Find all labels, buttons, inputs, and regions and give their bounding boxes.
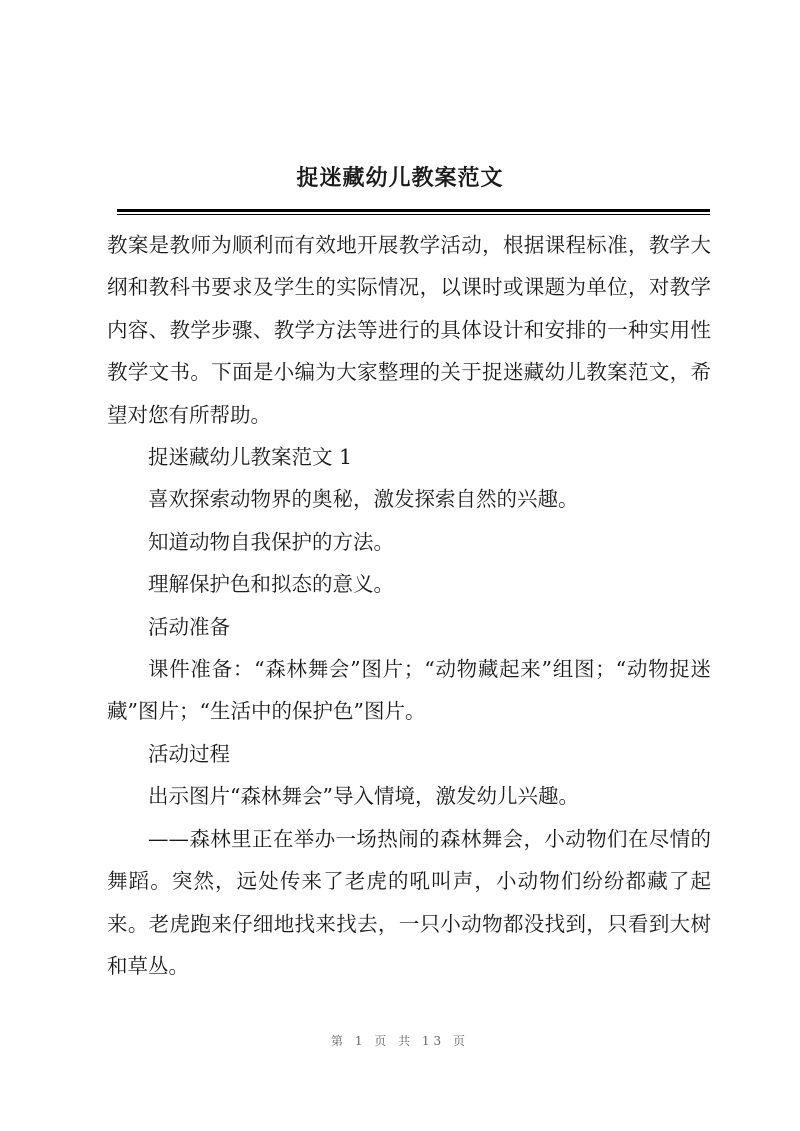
page-number-footer: 第 1 页 共 13 页	[331, 1034, 469, 1048]
goal-paragraph: 知道动物自我保护的方法。	[148, 529, 394, 554]
document-title: 捉迷藏幼儿教案范文	[296, 165, 504, 191]
preparation-paragraph: 课件准备：“森林舞会”图片；“动物藏起来”组图；“动物捉迷藏”图片；“生活中的保护色”图片。	[107, 657, 711, 724]
process-paragraph: 出示图片“森林舞会”导入情境，激发幼儿兴趣。	[148, 784, 579, 809]
title-rule-thick	[117, 209, 710, 212]
intro-paragraph: 教案是教师为顺利而有效地开展教学活动，根据课程标准，教学大纲和教科书要求及学生的实际情况，以课时或课题为单位，对教学内容、教学步骤、教学方法等进行的具体设计和安排的一种实用性教学文书。下面是小编为大家整理的关于捉迷藏幼儿教案范文，希望对您有所帮助。	[107, 233, 711, 427]
story-paragraph: ——森林里正在举办一场热闹的森林舞会，小动物们在尽情的舞蹈。突然，远处传来了老虎的吼叫声，小动物们纷纷都藏了起来。老虎跑来仔细地找来找去，一只小动物都没找到，只看到大树和草丛。	[107, 826, 711, 978]
subheading-preparation: 活动准备	[148, 614, 230, 639]
title-rule-thin	[117, 214, 710, 215]
goal-paragraph: 理解保护色和拟态的意义。	[148, 572, 394, 597]
subheading-process: 活动过程	[148, 741, 230, 766]
section-heading: 捉迷藏幼儿教案范文 1	[148, 445, 353, 470]
document-body	[107, 224, 711, 987]
goal-paragraph: 喜欢探索动物界的奥秘，激发探索自然的兴趣。	[148, 487, 579, 512]
